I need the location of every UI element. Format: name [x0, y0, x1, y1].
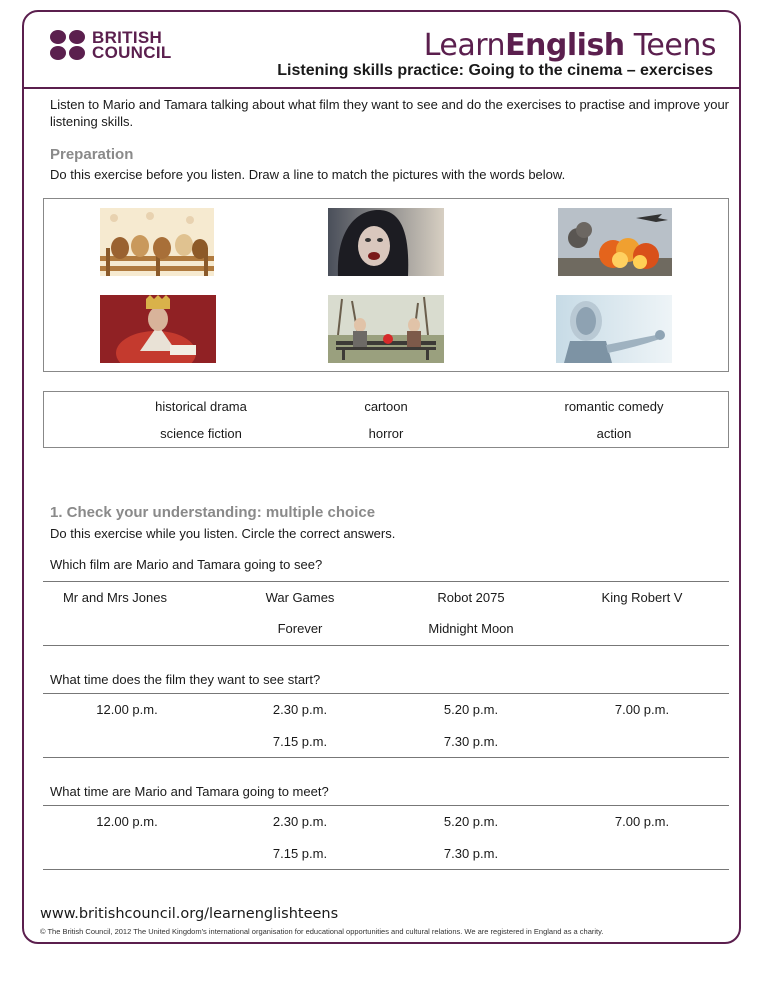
- q2-option[interactable]: 5.20 p.m.: [443, 702, 499, 717]
- divider: [43, 757, 729, 758]
- word-historical-drama: historical drama: [155, 399, 247, 414]
- divider: [43, 581, 729, 582]
- preparation-instruction: Do this exercise before you listen. Draw a line to match the pictures with the words below.: [50, 167, 566, 182]
- q2-option[interactable]: 7.30 p.m.: [443, 734, 499, 749]
- divider: [43, 805, 729, 806]
- q2-option[interactable]: 7.15 p.m.: [272, 734, 328, 749]
- pictures-box: [43, 198, 729, 372]
- q1-option[interactable]: Mr and Mrs Jones: [62, 590, 168, 605]
- q2-option[interactable]: 12.00 p.m.: [96, 702, 158, 717]
- q1-option[interactable]: War Games: [265, 590, 335, 605]
- british-council-dots-icon: [50, 30, 86, 60]
- q1-option[interactable]: Midnight Moon: [428, 621, 514, 636]
- cartoon-horses-picture: [100, 208, 214, 276]
- british-council-logo: [50, 30, 172, 60]
- q3-option[interactable]: 2.30 p.m.: [272, 814, 328, 829]
- word-science-fiction: science fiction: [160, 426, 242, 441]
- q3-option[interactable]: 7.15 p.m.: [272, 846, 328, 861]
- word-horror: horror: [368, 426, 404, 441]
- q3-option[interactable]: 7.30 p.m.: [443, 846, 499, 861]
- footer-url[interactable]: www.britishcouncil.org/learnenglishteens: [40, 906, 339, 922]
- q1-option[interactable]: Robot 2075: [437, 590, 505, 605]
- q3-option[interactable]: 7.00 p.m.: [614, 814, 670, 829]
- q1-option[interactable]: Forever: [277, 621, 323, 636]
- king-picture: [100, 295, 216, 363]
- explosion-picture: [558, 208, 672, 276]
- q3-option[interactable]: 5.20 p.m.: [443, 814, 499, 829]
- logo-line-2: COUNCIL: [92, 43, 172, 62]
- word-romantic-comedy: romantic comedy: [564, 399, 664, 414]
- question-2: What time does the film they want to see start?: [50, 672, 321, 687]
- intro-text: Listen to Mario and Tamara talking about what film they want to see and do the exercises to practise and improve your listening skills.: [50, 97, 730, 129]
- q1-option[interactable]: King Robert V: [601, 590, 683, 605]
- word-action: action: [596, 426, 632, 441]
- footer-copyright: © The British Council, 2012 The United Kingdom's international organisation for educational opportunities and cultural relations. We are registered in England as a charity.: [40, 927, 604, 936]
- learnenglish-teens-logo: LearnEnglish Teens: [423, 28, 716, 63]
- q3-option[interactable]: 12.00 p.m.: [96, 814, 158, 829]
- words-box: [43, 391, 729, 448]
- question-3: What time are Mario and Tamara going to meet?: [50, 784, 329, 799]
- preparation-heading: Preparation: [50, 146, 134, 163]
- robot-picture: [556, 295, 672, 363]
- divider: [43, 693, 729, 694]
- section1-heading: 1. Check your understanding: multiple choice: [50, 504, 376, 521]
- vampire-picture: [328, 208, 444, 276]
- logo-line-1: BRITISH: [92, 28, 163, 47]
- divider: [43, 869, 729, 870]
- page-title: Listening skills practice: Going to the cinema – exercises: [277, 62, 713, 79]
- section1-instruction: Do this exercise while you listen. Circle the correct answers.: [50, 526, 396, 541]
- divider: [43, 645, 729, 646]
- couple-on-bench-picture: [328, 295, 444, 363]
- question-1: Which film are Mario and Tamara going to see?: [50, 557, 323, 572]
- q2-option[interactable]: 2.30 p.m.: [272, 702, 328, 717]
- q2-option[interactable]: 7.00 p.m.: [614, 702, 670, 717]
- header-divider: [23, 87, 740, 89]
- word-cartoon: cartoon: [364, 399, 408, 414]
